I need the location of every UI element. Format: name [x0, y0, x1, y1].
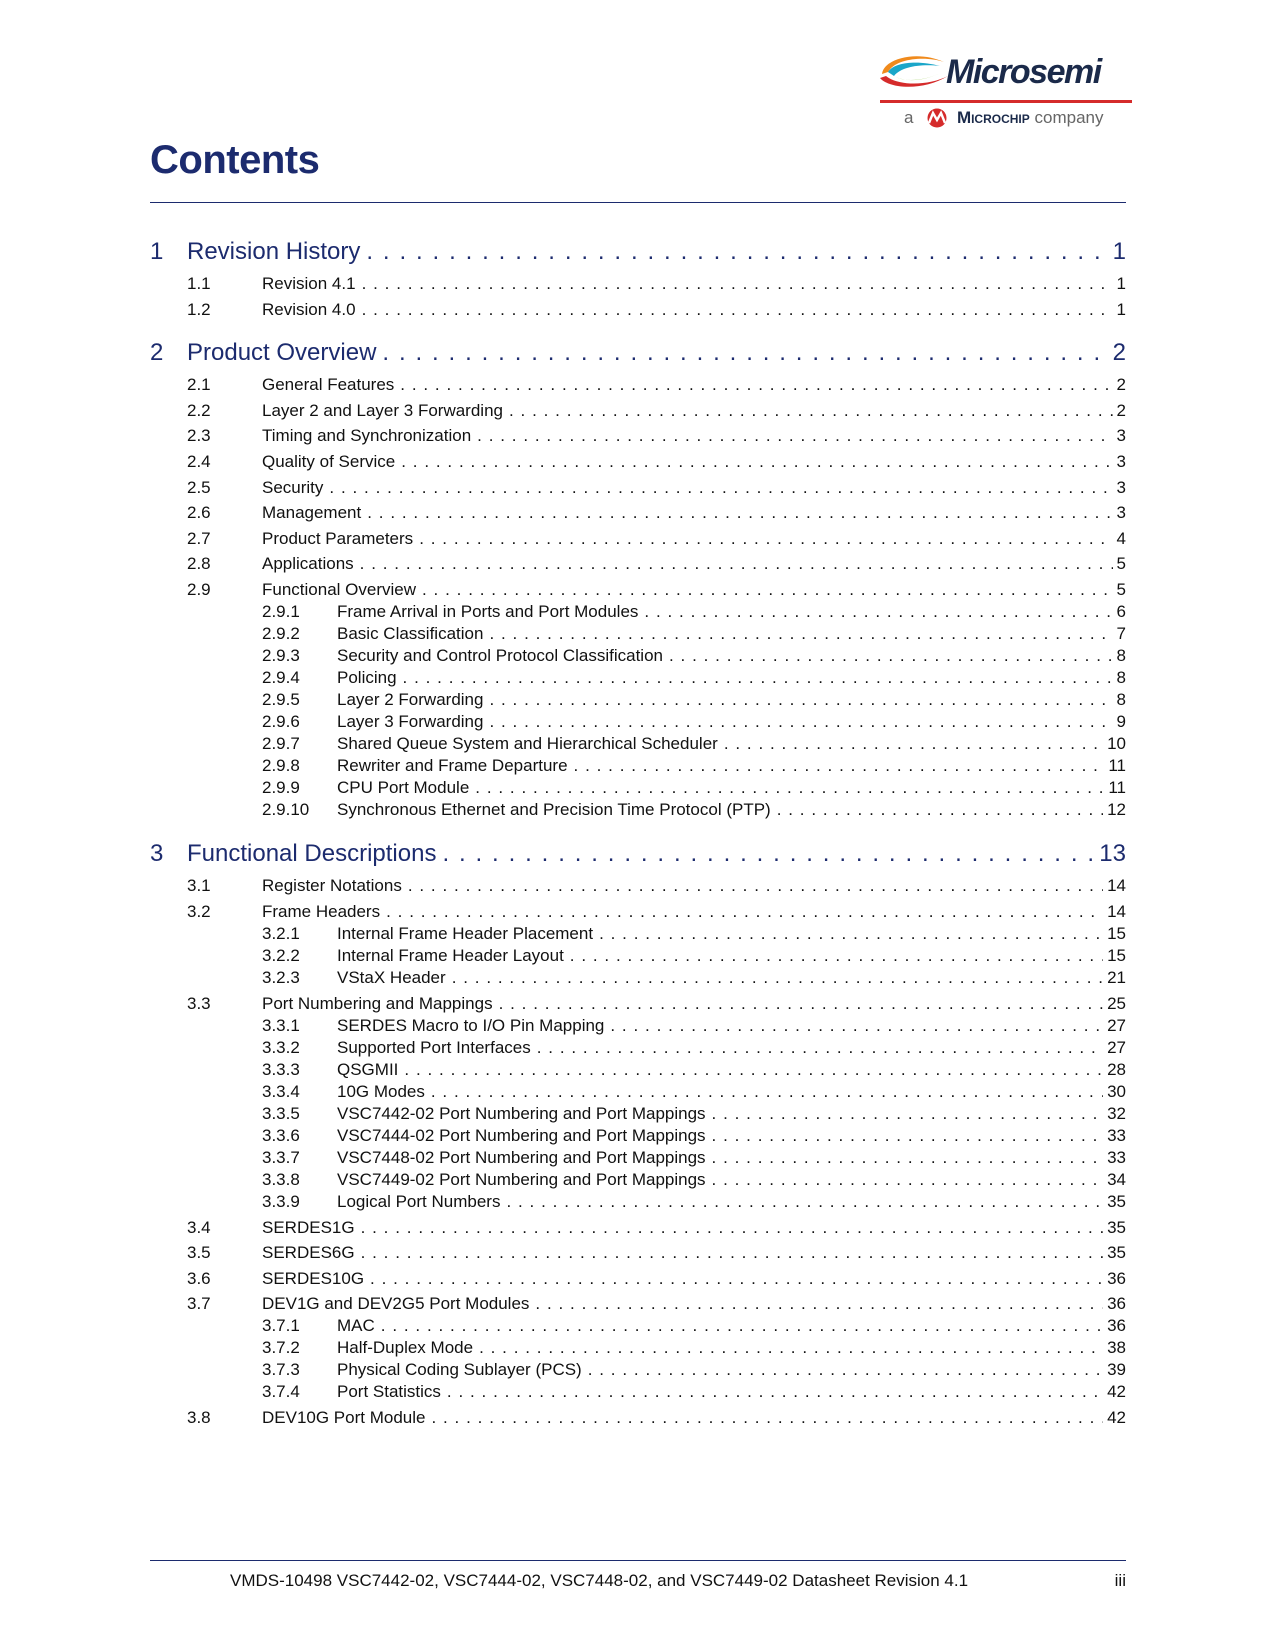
toc-entry-number: 2.9.6 [262, 712, 300, 731]
toc-entry-title: SERDES Macro to I/O Pin Mapping [337, 1016, 605, 1035]
dot-leader [777, 800, 1103, 820]
toc-entry-page: 7 [1116, 624, 1126, 643]
toc-entry-title: SERDES1G [262, 1218, 355, 1237]
dot-leader [361, 1243, 1103, 1263]
dot-leader [489, 712, 1112, 732]
toc-subsection-3-3-7[interactable] [150, 1148, 1126, 1170]
toc-entry-page: 35 [1107, 1218, 1126, 1237]
toc-entry-number: 3.3.1 [262, 1016, 300, 1035]
dot-leader [489, 624, 1112, 644]
toc-entry-page: 11 [1108, 778, 1126, 797]
toc-entry-title: Revision 4.1 [262, 274, 356, 293]
dot-leader [669, 646, 1113, 666]
toc-entry-page: 21 [1107, 968, 1126, 987]
toc-entry-title: VSC7448-02 Port Numbering and Port Mappings [337, 1148, 706, 1167]
toc-entry-title: Functional Overview [262, 580, 417, 599]
toc-entry-page: 6 [1116, 602, 1126, 621]
toc-entry-page: 38 [1107, 1338, 1126, 1357]
dot-leader [381, 1316, 1103, 1336]
dot-leader [489, 690, 1112, 710]
dot-leader [419, 529, 1112, 549]
toc-entry-number: 2.9.9 [262, 778, 300, 797]
toc-entry-number: 2.5 [187, 478, 211, 497]
toc-section-3-3[interactable] [150, 994, 1126, 1016]
toc-entry-number: 3.3.9 [262, 1192, 300, 1211]
toc-subsection-2-9-2[interactable] [150, 624, 1126, 646]
toc-section-2-8[interactable] [150, 554, 1126, 576]
toc-entry-number: 3.3.5 [262, 1104, 300, 1123]
toc-entry-page: 3 [1116, 478, 1126, 497]
dot-leader [599, 924, 1103, 944]
dot-leader [367, 503, 1112, 523]
toc-subsection-3-7-3[interactable] [150, 1360, 1126, 1382]
toc-entry-page: 28 [1107, 1060, 1126, 1079]
toc-entry-page: 3 [1116, 452, 1126, 471]
toc-section-1-1[interactable] [150, 274, 1126, 296]
toc-entry-title: Layer 3 Forwarding [337, 712, 484, 731]
dot-leader [712, 1170, 1104, 1190]
toc-entry-number: 2.8 [187, 554, 211, 573]
toc-entry-title: Applications [262, 554, 354, 573]
toc-entry-title: Internal Frame Header Placement [337, 924, 594, 943]
toc-entry-number: 3.1 [187, 876, 211, 895]
dot-leader [535, 1294, 1103, 1314]
toc-entry-title: VStaX Header [337, 968, 446, 987]
toc-entry-number: 2.1 [187, 375, 211, 394]
toc-entry-title: Port Numbering and Mappings [262, 994, 493, 1013]
dot-leader [588, 1360, 1103, 1380]
logo-tagline [904, 108, 1104, 128]
toc-entry-number: 2.9.7 [262, 734, 300, 753]
toc-section-3-6[interactable] [150, 1269, 1126, 1291]
toc-entry-number: 3.6 [187, 1269, 211, 1288]
toc-subsection-3-7-1[interactable] [150, 1316, 1126, 1338]
dot-leader [366, 238, 1108, 266]
toc-section-3-8[interactable] [150, 1408, 1126, 1430]
toc-section-2-3[interactable] [150, 426, 1126, 448]
toc-entry-number: 3.7.2 [262, 1338, 300, 1357]
toc-section-2-7[interactable] [150, 529, 1126, 551]
toc-entry-number: 3.7.3 [262, 1360, 300, 1379]
toc-section-3-7[interactable] [150, 1294, 1126, 1316]
toc-entry-page: 5 [1116, 554, 1126, 573]
toc-entry-page: 11 [1108, 756, 1126, 775]
toc-entry-page: 35 [1107, 1192, 1126, 1211]
toc-entry-number: 2.9.2 [262, 624, 300, 643]
toc-entry-page: 1 [1116, 274, 1126, 293]
toc-subsection-3-3-4[interactable] [150, 1082, 1126, 1104]
toc-entry-title: QSGMII [337, 1060, 399, 1079]
toc-entry-page: 8 [1116, 690, 1126, 709]
dot-leader [361, 1218, 1103, 1238]
dot-leader [479, 1338, 1103, 1358]
toc-entry-title: Layer 2 Forwarding [337, 690, 484, 709]
toc-entry-page: 14 [1107, 876, 1126, 895]
dot-leader [644, 602, 1112, 622]
dot-leader [422, 580, 1113, 600]
toc-section-3-1[interactable] [150, 876, 1126, 898]
toc-section-3-4[interactable] [150, 1218, 1126, 1240]
toc-entry-title: Shared Queue System and Hierarchical Scheduler [337, 734, 718, 753]
toc-entry-page: 1 [1112, 238, 1126, 265]
footer-document-title: VMDS-10498 VSC7442-02, VSC7444-02, VSC7448-02, and VSC7449-02 Datasheet Revision 4.1 [230, 1571, 969, 1590]
toc-subsection-3-2-1[interactable] [150, 924, 1126, 946]
dot-leader [475, 778, 1104, 798]
toc-subsection-2-9-8[interactable] [150, 756, 1126, 778]
toc-section-2-4[interactable] [150, 452, 1126, 474]
toc-entry-number: 3.3.8 [262, 1170, 300, 1189]
toc-entry-page: 42 [1107, 1382, 1126, 1401]
toc-entry-number: 2.9.1 [262, 602, 300, 621]
toc-entry-title: Layer 2 and Layer 3 Forwarding [262, 401, 503, 420]
toc-entry-title: MAC [337, 1316, 375, 1335]
toc-entry-title: Rewriter and Frame Departure [337, 756, 568, 775]
toc-entry-title: Synchronous Ethernet and Precision Time Protocol (PTP) [337, 800, 771, 819]
dot-leader [431, 1408, 1103, 1428]
footer-divider [150, 1560, 1126, 1561]
toc-entry-title: Logical Port Numbers [337, 1192, 501, 1211]
toc-subsection-3-3-9[interactable] [150, 1192, 1126, 1214]
toc-subsection-3-3-2[interactable] [150, 1038, 1126, 1060]
toc-entry-title: General Features [262, 375, 395, 394]
dot-leader [404, 1060, 1103, 1080]
dot-leader [401, 452, 1112, 472]
toc-entry-page: 3 [1116, 503, 1126, 522]
toc-entry-title: Frame Arrival in Ports and Port Modules [337, 602, 639, 621]
logo-rule [880, 100, 1132, 103]
toc-entry-title: SERDES6G [262, 1243, 355, 1262]
toc-entry-number: 2.9.3 [262, 646, 300, 665]
dot-leader [477, 426, 1112, 446]
toc-entry-page: 2 [1116, 375, 1126, 394]
toc-entry-page: 12 [1107, 800, 1126, 819]
tagline-suffix: company [1034, 108, 1104, 127]
toc-entry-number: 2.9.10 [262, 800, 310, 819]
toc-entry-number: 3.2.2 [262, 946, 300, 965]
dot-leader [537, 1038, 1103, 1058]
toc-section-3-5[interactable] [150, 1243, 1126, 1265]
toc-entry-page: 4 [1116, 529, 1126, 548]
toc-entry-page: 39 [1107, 1360, 1126, 1379]
toc-entry-page: 9 [1116, 712, 1126, 731]
toc-entry-title: DEV1G and DEV2G5 Port Modules [262, 1294, 530, 1313]
toc-chapter-3[interactable] [150, 840, 1126, 870]
toc-entry-title: Product Parameters [262, 529, 414, 548]
toc-entry-page: 13 [1099, 840, 1126, 867]
dot-leader [400, 375, 1112, 395]
toc-entry-page: 32 [1107, 1104, 1126, 1123]
toc-entry-number: 3.7.1 [262, 1316, 300, 1335]
toc-entry-page: 36 [1107, 1294, 1126, 1313]
dot-leader [447, 1382, 1103, 1402]
dot-leader [570, 946, 1103, 966]
toc-entry-page: 8 [1116, 646, 1126, 665]
toc-section-2-6[interactable] [150, 503, 1126, 525]
toc-subsection-3-3-3[interactable] [150, 1060, 1126, 1082]
toc-subsection-3-2-2[interactable] [150, 946, 1126, 968]
toc-entry-title: Port Statistics [337, 1382, 441, 1401]
toc-entry-number: 3.7.4 [262, 1382, 300, 1401]
toc-entry-title: VSC7444-02 Port Numbering and Port Mappings [337, 1126, 706, 1145]
toc-section-2-2[interactable] [150, 401, 1126, 423]
toc-subsection-2-9-3[interactable] [150, 646, 1126, 668]
toc-entry-number: 3.2.1 [262, 924, 300, 943]
toc-subsection-2-9-1[interactable] [150, 602, 1126, 624]
toc-entry-number: 3.3.2 [262, 1038, 300, 1057]
toc-entry-page: 5 [1116, 580, 1126, 599]
microsemi-logo [878, 50, 1132, 136]
dot-leader [442, 840, 1095, 868]
toc-entry-title: Functional Descriptions [187, 840, 437, 867]
toc-entry-title: Management [262, 503, 362, 522]
dot-leader [574, 756, 1105, 776]
dot-leader [408, 876, 1103, 896]
toc-entry-page: 30 [1107, 1082, 1126, 1101]
toc-entry-page: 27 [1107, 1016, 1126, 1035]
toc-entry-title: VSC7449-02 Port Numbering and Port Mappings [337, 1170, 706, 1189]
toc-entry-page: 8 [1116, 668, 1126, 687]
toc-entry-page: 3 [1116, 426, 1126, 445]
dot-leader [329, 478, 1112, 498]
toc-entry-page: 36 [1107, 1316, 1126, 1335]
toc-entry-number: 3.3.7 [262, 1148, 300, 1167]
microchip-icon [924, 108, 950, 128]
toc-entry-number: 3.2 [187, 902, 211, 921]
dot-leader [386, 902, 1103, 922]
toc-entry-number: 3.3.4 [262, 1082, 300, 1101]
dot-leader [499, 994, 1104, 1014]
toc-entry-number: 2.9.5 [262, 690, 300, 709]
toc-entry-page: 34 [1107, 1170, 1126, 1189]
toc-entry-number: 1 [150, 238, 164, 265]
toc-entry-page: 25 [1107, 994, 1126, 1013]
toc-entry-number: 3.2.3 [262, 968, 300, 987]
toc-entry-page: 15 [1107, 924, 1126, 943]
toc-entry-page: 2 [1116, 401, 1126, 420]
toc-subsection-3-3-6[interactable] [150, 1126, 1126, 1148]
toc-entry-title: Physical Coding Sublayer (PCS) [337, 1360, 582, 1379]
toc-entry-number: 2.2 [187, 401, 211, 420]
toc-entry-page: 1 [1116, 300, 1126, 319]
toc-section-2-5[interactable] [150, 478, 1126, 500]
toc-chapter-2[interactable] [150, 339, 1126, 369]
dot-leader [362, 274, 1113, 294]
dot-leader [431, 1082, 1103, 1102]
dot-leader [360, 554, 1113, 574]
toc-section-2-1[interactable] [150, 375, 1126, 397]
dot-leader [452, 968, 1103, 988]
toc-entry-title: Internal Frame Header Layout [337, 946, 564, 965]
toc-entry-title: DEV10G Port Module [262, 1408, 426, 1427]
toc-subsection-2-9-9[interactable] [150, 778, 1126, 800]
toc-entry-title: Security [262, 478, 324, 497]
toc-subsection-3-7-2[interactable] [150, 1338, 1126, 1360]
dot-leader [610, 1016, 1103, 1036]
toc-entry-number: 3 [150, 840, 164, 867]
footer-page-number: iii [1114, 1571, 1126, 1590]
toc-chapter-1[interactable] [150, 238, 1126, 268]
toc-entry-number: 2 [150, 339, 164, 366]
tagline-prefix: a [904, 108, 914, 127]
toc-entry-number: 3.5 [187, 1243, 211, 1262]
toc-entry-page: 35 [1107, 1243, 1126, 1262]
dot-leader [506, 1192, 1103, 1212]
toc-entry-title: Revision History [187, 238, 361, 265]
toc-entry-title: Quality of Service [262, 452, 396, 471]
brand-name: Microsemi [946, 53, 1101, 91]
toc-entry-number: 2.3 [187, 426, 211, 445]
toc-entry-title: Security and Control Protocol Classification [337, 646, 663, 665]
dot-leader [509, 401, 1113, 421]
title-divider [150, 202, 1126, 203]
toc-entry-number: 3.3 [187, 994, 211, 1013]
toc-subsection-2-9-5[interactable] [150, 690, 1126, 712]
toc-entry-number: 1.1 [187, 274, 211, 293]
toc-entry-title: Frame Headers [262, 902, 381, 921]
toc-section-1-2[interactable] [150, 300, 1126, 322]
toc-entry-number: 3.8 [187, 1408, 211, 1427]
toc-entry-title: Timing and Synchronization [262, 426, 472, 445]
toc-entry-number: 2.4 [187, 452, 211, 471]
toc-entry-title: Revision 4.0 [262, 300, 356, 319]
dot-leader [362, 300, 1113, 320]
toc-entry-title: Policing [337, 668, 397, 687]
toc-entry-page: 36 [1107, 1269, 1126, 1288]
dot-leader [370, 1269, 1103, 1289]
tagline-company: Microchip [956, 108, 1030, 127]
toc-entry-title: Half-Duplex Mode [337, 1338, 474, 1357]
dot-leader [712, 1148, 1104, 1168]
toc-subsection-3-3-1[interactable] [150, 1016, 1126, 1038]
toc-section-3-2[interactable] [150, 902, 1126, 924]
toc-entry-title: Basic Classification [337, 624, 484, 643]
toc-entry-page: 2 [1112, 339, 1126, 366]
microsemi-swirl-icon [878, 52, 950, 90]
dot-leader [724, 734, 1103, 754]
toc-subsection-3-3-8[interactable] [150, 1170, 1126, 1192]
toc-entry-number: 2.9 [187, 580, 211, 599]
toc-entry-number: 3.3.3 [262, 1060, 300, 1079]
toc-entry-page: 42 [1107, 1408, 1126, 1427]
toc-entry-title: VSC7442-02 Port Numbering and Port Mappings [337, 1104, 706, 1123]
toc-entry-number: 3.4 [187, 1218, 211, 1237]
toc-entry-page: 33 [1107, 1148, 1126, 1167]
toc-entry-page: 15 [1107, 946, 1126, 965]
toc-entry-page: 33 [1107, 1126, 1126, 1145]
toc-subsection-2-9-6[interactable] [150, 712, 1126, 734]
toc-subsection-3-7-4[interactable] [150, 1382, 1126, 1404]
toc-entry-number: 2.6 [187, 503, 211, 522]
toc-entry-number: 3.3.6 [262, 1126, 300, 1145]
dot-leader [712, 1126, 1104, 1146]
toc-entry-number: 2.9.8 [262, 756, 300, 775]
toc-entry-number: 2.7 [187, 529, 211, 548]
toc-section-2-9[interactable] [150, 580, 1126, 602]
toc-subsection-3-3-5[interactable] [150, 1104, 1126, 1126]
dot-leader [403, 668, 1113, 688]
toc-entry-title: CPU Port Module [337, 778, 470, 797]
toc-subsection-2-9-4[interactable] [150, 668, 1126, 690]
toc-subsection-3-2-3[interactable] [150, 968, 1126, 990]
toc-entry-number: 1.2 [187, 300, 211, 319]
toc-entry-number: 3.7 [187, 1294, 211, 1313]
dot-leader [382, 339, 1108, 367]
toc-entry-title: SERDES10G [262, 1269, 365, 1288]
toc-entry-page: 10 [1107, 734, 1126, 753]
toc-entry-number: 2.9.4 [262, 668, 300, 687]
toc-entry-page: 27 [1107, 1038, 1126, 1057]
toc-subsection-2-9-10[interactable] [150, 800, 1126, 822]
toc-entry-page: 14 [1107, 902, 1126, 921]
page-title: Contents [150, 138, 320, 182]
toc-entry-title: 10G Modes [337, 1082, 425, 1101]
dot-leader [712, 1104, 1104, 1124]
toc-entry-title: Register Notations [262, 876, 402, 895]
toc-entry-title: Supported Port Interfaces [337, 1038, 531, 1057]
toc-subsection-2-9-7[interactable] [150, 734, 1126, 756]
toc-entry-title: Product Overview [187, 339, 377, 366]
